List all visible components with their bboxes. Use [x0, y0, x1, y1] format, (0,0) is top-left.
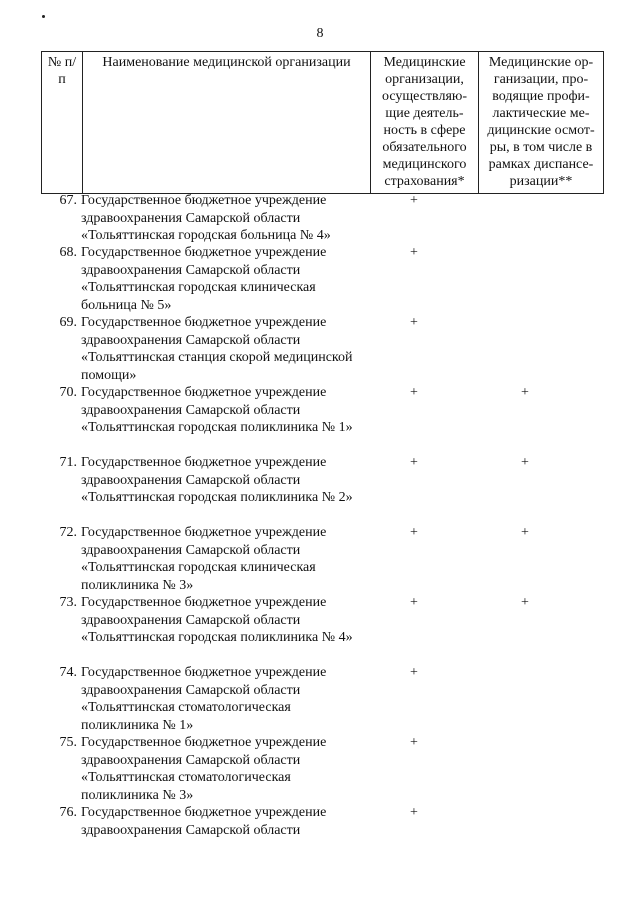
row-number: 70.: [59, 385, 77, 400]
organization-name: Государственное бюджетное учреждение здравоохранения Самарской области «Тольяттинская городская клиническая поликлиника № 3»: [81, 525, 327, 593]
organization-name: Государственное бюджетное учреждение здравоохранения Самарской области «Тольяттинская городская поликлиника № 2»: [81, 455, 353, 506]
prof-mark: +: [521, 525, 529, 540]
prof-mark: [466, 734, 584, 804]
row-number: 74.: [59, 665, 77, 680]
table-row: [41, 594, 600, 664]
table-row: [41, 664, 600, 734]
table-body: [41, 192, 600, 840]
prof-mark: +: [521, 385, 529, 400]
header-prof: Медицинские ор-ганизации, про-водящие профи-лактические ме-дицинские осмот-ры, в том числе в рамках диспансе-ризации**: [479, 52, 604, 194]
table-row: [41, 734, 600, 804]
organization-name: Государственное бюджетное учреждение здравоохранения Самарской области: [81, 805, 327, 838]
table-row: [41, 804, 600, 840]
row-number: 73.: [59, 595, 77, 610]
header-name: Наименование медицинской организации: [83, 52, 371, 194]
prof-mark: [466, 664, 584, 734]
table-row: [41, 454, 600, 524]
table-row: [41, 384, 600, 454]
scan-speck: [42, 15, 45, 18]
prof-mark: [466, 804, 584, 840]
oms-mark: +: [410, 245, 418, 260]
row-number: 71.: [59, 455, 77, 470]
row-number: 72.: [59, 525, 77, 540]
oms-mark: +: [410, 193, 418, 208]
organization-name: Государственное бюджетное учреждение здравоохранения Самарской области «Тольяттинская городская больница № 4»: [81, 193, 331, 244]
table-row: [41, 192, 600, 244]
table-row: [41, 524, 600, 594]
organization-name: Государственное бюджетное учреждение здравоохранения Самарской области «Тольяттинская станция скорой медицинской помощи»: [81, 315, 353, 383]
organization-name: Государственное бюджетное учреждение здравоохранения Самарской области «Тольяттинская городская поликлиника № 4»: [81, 595, 353, 646]
oms-mark: +: [410, 805, 418, 820]
prof-mark: [466, 314, 584, 384]
header-num: № п/п: [42, 52, 83, 194]
organization-name: Государственное бюджетное учреждение здравоохранения Самарской области «Тольяттинская стоматологическая поликлиника № 1»: [81, 665, 327, 733]
oms-mark: +: [410, 385, 418, 400]
organization-name: Государственное бюджетное учреждение здравоохранения Самарской области «Тольяттинская городская поликлиника № 1»: [81, 385, 353, 436]
table-row: [41, 244, 600, 314]
oms-mark: +: [410, 595, 418, 610]
oms-mark: +: [410, 665, 418, 680]
row-number: 75.: [59, 735, 77, 750]
row-number: 69.: [59, 315, 77, 330]
organization-name: Государственное бюджетное учреждение здравоохранения Самарской области «Тольяттинская городская клиническая больница № 5»: [81, 245, 327, 313]
page-number: 8: [316, 26, 324, 41]
row-number: 68.: [59, 245, 77, 260]
table-header: [41, 51, 604, 194]
prof-mark: +: [521, 455, 529, 470]
oms-mark: +: [410, 315, 418, 330]
prof-mark: [466, 244, 584, 314]
oms-mark: +: [410, 455, 418, 470]
row-number: 76.: [59, 805, 77, 820]
prof-mark: [466, 192, 584, 244]
table-row: [41, 314, 600, 384]
oms-mark: +: [410, 525, 418, 540]
header-oms: Медицинские организации, осуществляю-щие деятель-ность в сфере обязательного медицинского страхования*: [371, 52, 479, 194]
organization-name: Государственное бюджетное учреждение здравоохранения Самарской области «Тольяттинская стоматологическая поликлиника № 3»: [81, 735, 327, 803]
prof-mark: +: [521, 595, 529, 610]
row-number: 67.: [59, 193, 77, 208]
oms-mark: +: [410, 735, 418, 750]
